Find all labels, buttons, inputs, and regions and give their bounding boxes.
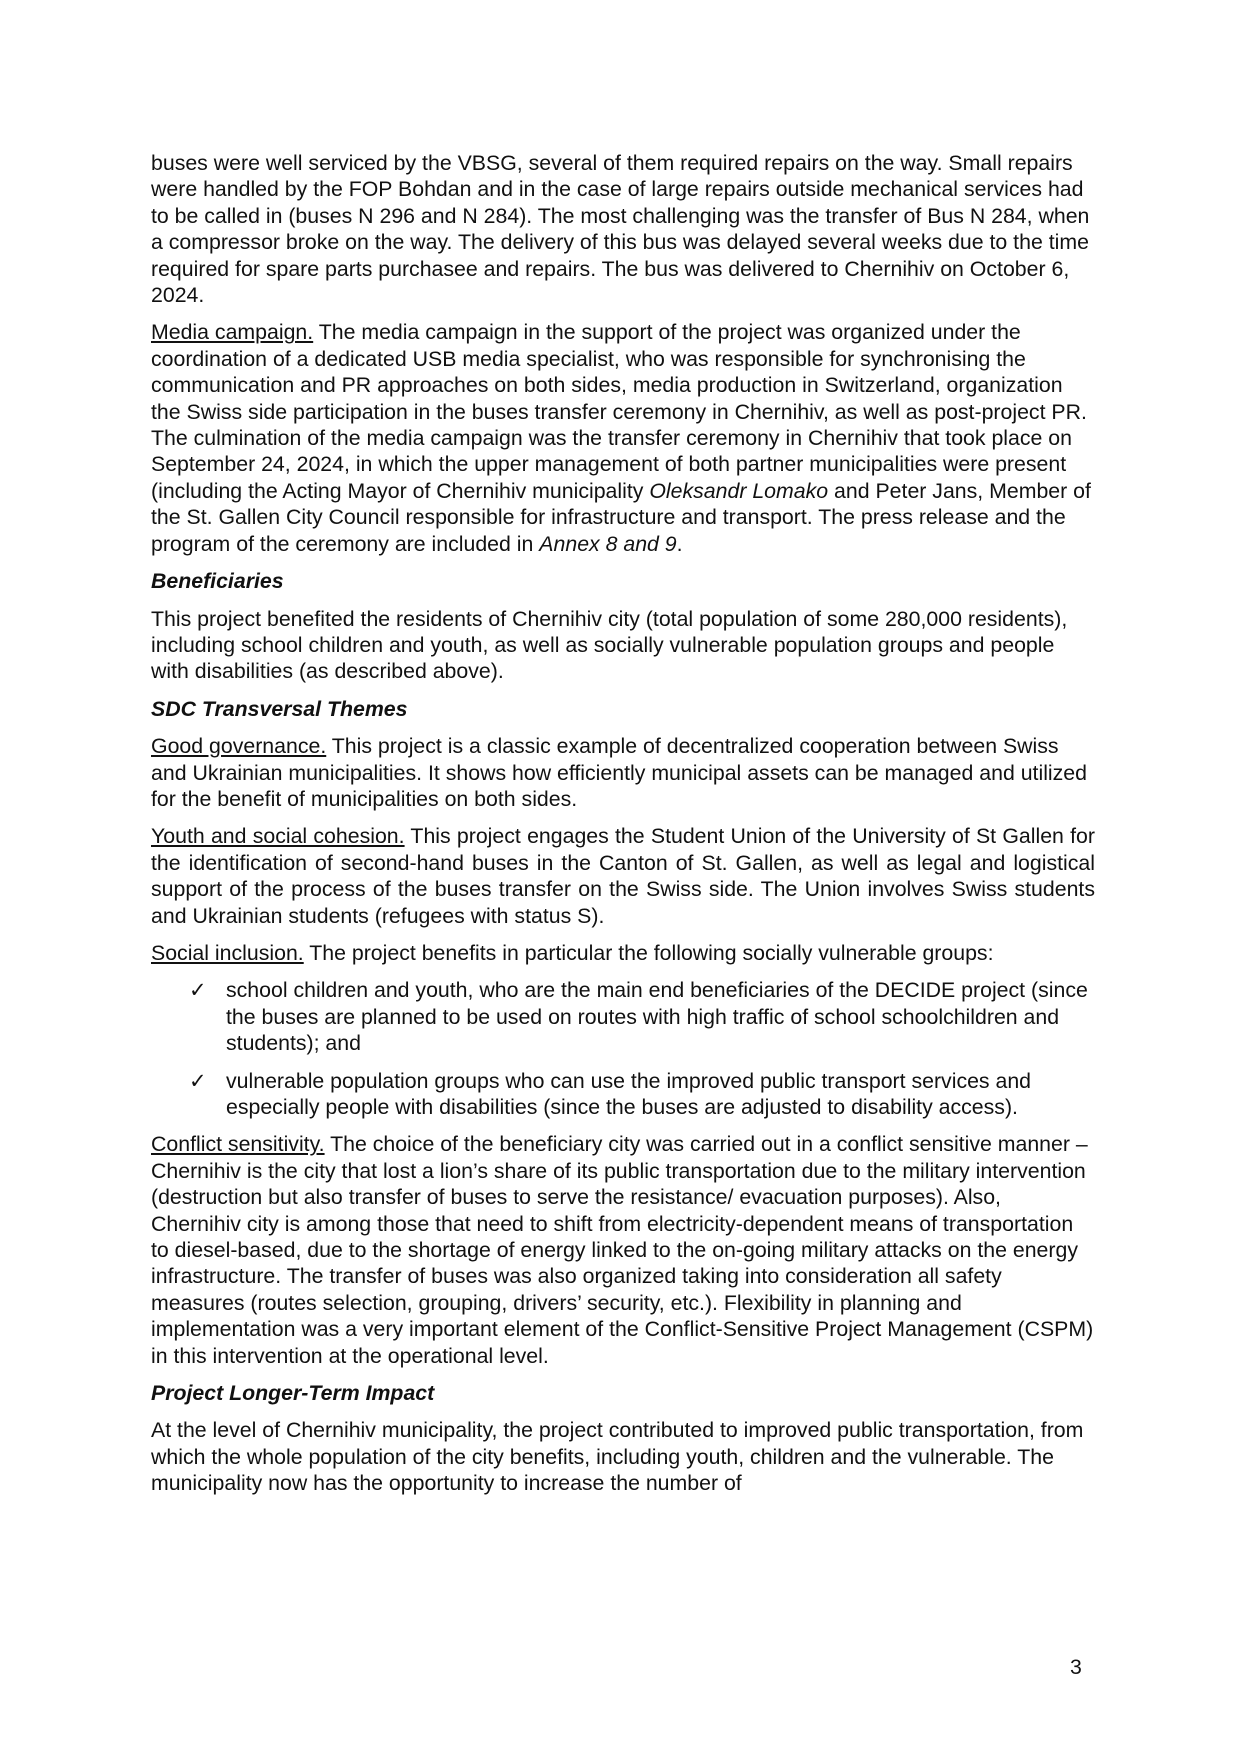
media-campaign-label: Media campaign. [151, 320, 314, 345]
checkmark-icon: ✓ [189, 978, 207, 1003]
paragraph-bus-repairs: buses were well serviced by the VBSG, several of them required repairs on the way. Small repairs were handled by the FOP Bohdan and in the case of large repairs outside mechanical services had to be called in (buses N 296 and N 284). The most challenging was the transfer of Bus N 284, when a compressor broke on the way. The delivery of this bus was delayed several weeks due to the time required for spare parts purchasee and repairs. The bus was delivered to Chernihiv on October 6, 2024. [151, 151, 1090, 308]
paragraph-media-campaign [151, 319, 1095, 557]
media-campaign-mayor-name: Oleksandr Lomako [649, 478, 829, 503]
youth-cohesion-label: Youth and social cohesion. [151, 824, 405, 849]
page-number: 3 [1070, 1655, 1082, 1679]
social-inclusion-label: Social inclusion. [151, 940, 304, 965]
bullet-text: vulnerable population groups who can use the improved public transport services and especially people with disabilities (since the buses are adjusted to disability access). [226, 1068, 1032, 1119]
inclusion-bullet-list [151, 977, 1095, 1120]
heading-longer-term-impact: Project Longer-Term Impact [151, 1381, 435, 1406]
paragraph-beneficiaries: This project benefited the residents of Chernihiv city (total population of some 280,000 residents), including school children and youth, as well as socially vulnerable population groups and people with disabilities (as described above). [151, 606, 1068, 684]
good-governance-label: Good governance. [151, 734, 327, 759]
bullet-text: school children and youth, who are the main end beneficiaries of the DECIDE project (since the buses are planned to be used on routes with high traffic of school schoolchildren and students); and [226, 978, 1088, 1056]
checkmark-icon: ✓ [189, 1068, 207, 1093]
list-item [151, 1068, 1095, 1121]
media-campaign-text-3: . [676, 531, 683, 556]
paragraph-longer-term-impact: At the level of Chernihiv municipality, the project contributed to improved public transportation, from which the whole population of the city benefits, including youth, children and the vulnerable. The municipality now has the opportunity to increase the number of [151, 1418, 1084, 1496]
list-item [151, 977, 1095, 1056]
conflict-sensitivity-text: The choice of the beneficiary city was carried out in a conflict sensitive manner – Chernihiv is the city that lost a lion’s share of its public transportation due to the military intervention (destruction but also transfer of buses to serve the resistance/ evacuation purposes). Also, Chernihiv city is among those that need to shift from electricity-dependent means of transportation to diesel-based, due to the shortage of energy linked to the on-going military attacks on the energy infrastructure. The transfer of buses was also organized taking into consideration all safety measures (routes selection, grouping, drivers’ security, etc.). Flexibility in planning and implementation was a very important element of the Conflict-Sensitive Project Management (CSPM) in this intervention at the operational level. [151, 1132, 1094, 1368]
media-campaign-text-2: and Peter Jans, Member of the St. Gallen City Council responsible for infrastructure and transport. The press release and the program of the ceremony are included in [151, 478, 1091, 556]
paragraph-social-inclusion [151, 940, 1095, 966]
media-campaign-text-1: The media campaign in the support of the project was organized under the coordination of a dedicated USB media specialist, who was responsible for synchronising the communication and PR approaches on both sides, media production in Switzerland, organization the Swiss side participation in the buses transfer ceremony in Chernihiv, as well as post-project PR. The culmination of the media campaign was the transfer ceremony in Chernihiv that took place on September 24, 2024, in which the upper management of both partner municipalities were present (including the Acting Mayor of Chernihiv municipality [151, 320, 1087, 503]
document-page [151, 150, 1095, 1508]
paragraph-youth-social-cohesion [151, 823, 1095, 929]
paragraph-conflict-sensitivity [151, 1131, 1095, 1369]
heading-beneficiaries: Beneficiaries [151, 569, 284, 594]
good-governance-text: This project is a classic example of decentralized cooperation between Swiss and Ukrainian municipalities. It shows how efficiently municipal assets can be managed and utilized for the benefit of municipalities on both sides. [151, 734, 1087, 811]
heading-sdc-transversal-themes: SDC Transversal Themes [151, 696, 408, 721]
social-inclusion-text: The project benefits in particular the following socially vulnerable groups: [303, 940, 994, 965]
paragraph-good-governance [151, 733, 1095, 812]
conflict-sensitivity-label: Conflict sensitivity. [151, 1132, 325, 1157]
media-campaign-annex-ref: Annex 8 and 9 [539, 531, 677, 556]
youth-cohesion-text: This project engages the Student Union of the University of St Gallen for the identification of second-hand buses in the Canton of St. Gallen, as well as legal and logistical support of the process of the buses transfer on the Swiss side. The Union involves Swiss students and Ukrainian students (refugees with status S). [151, 824, 1095, 928]
